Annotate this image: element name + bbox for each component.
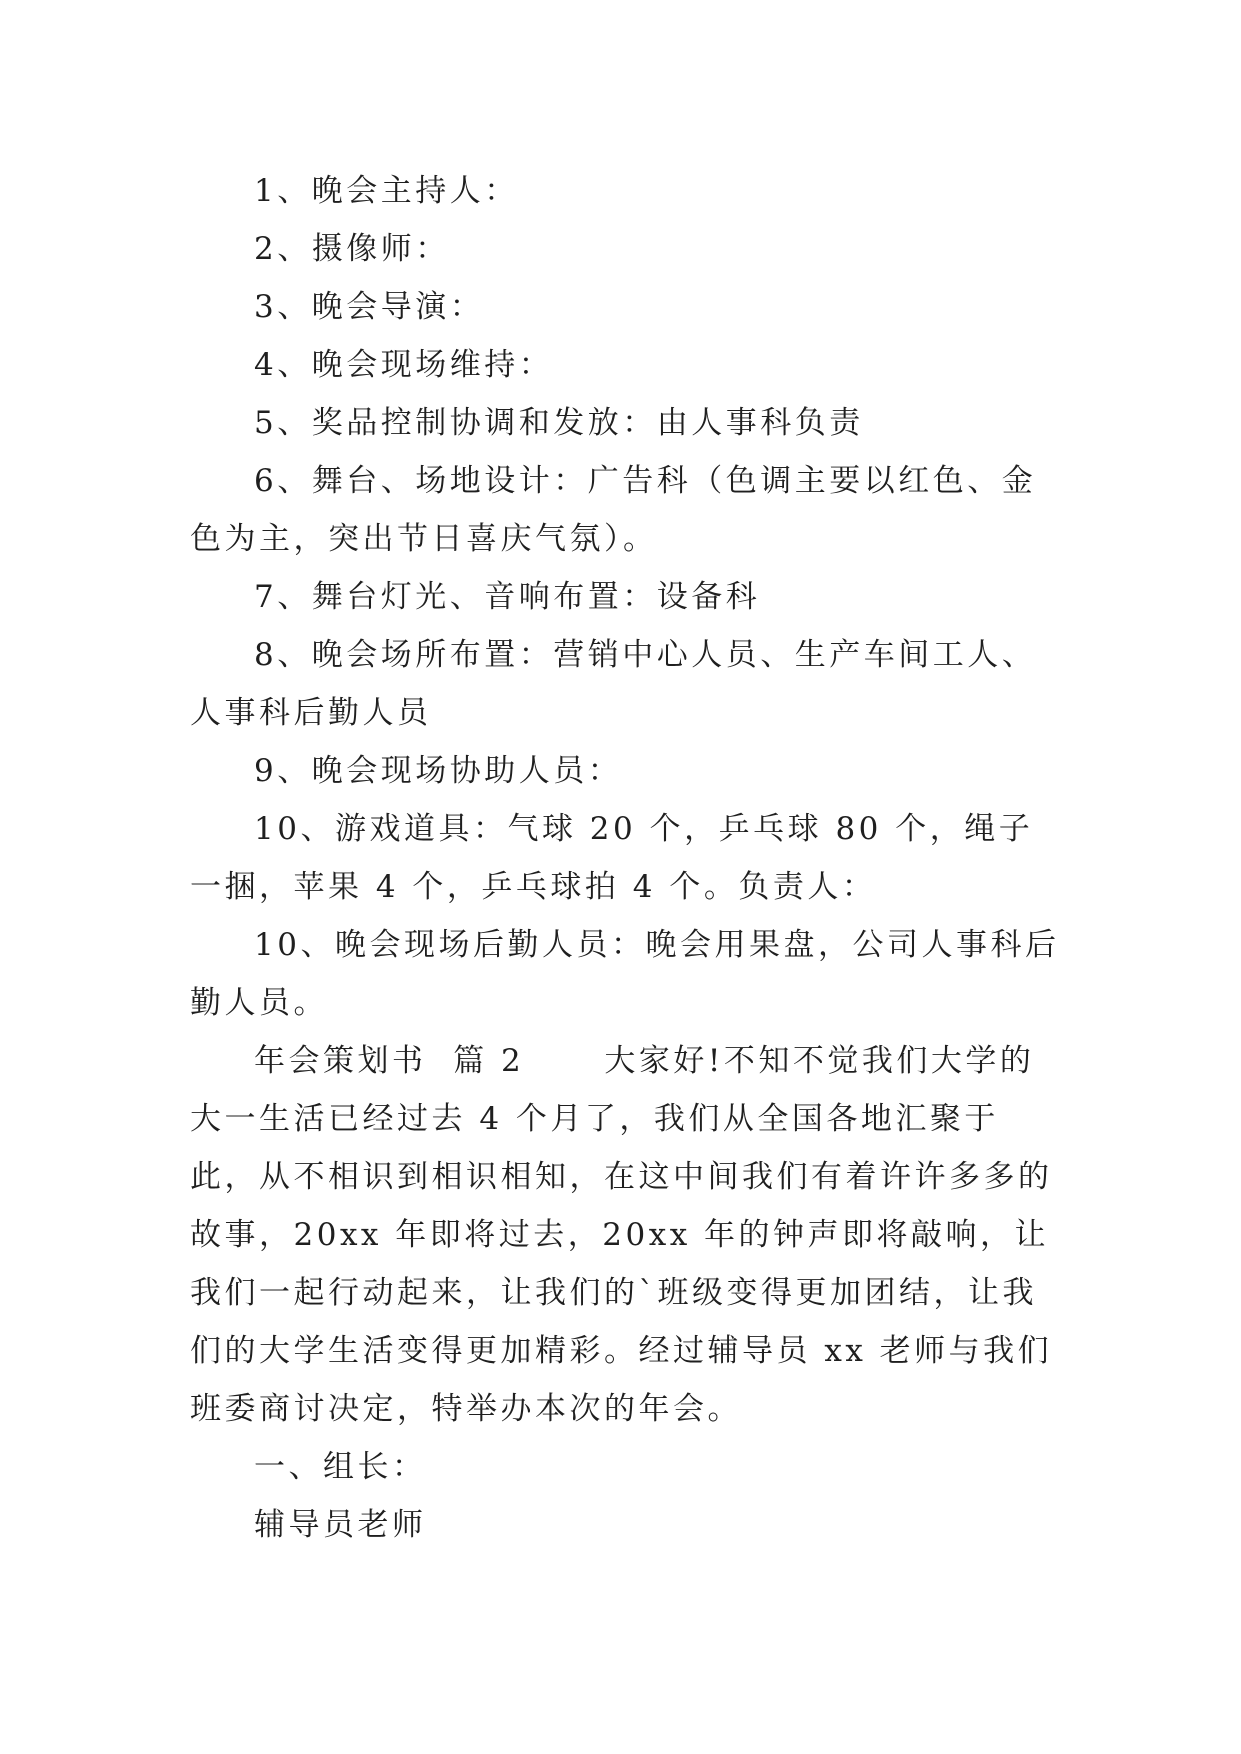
paragraph-section-leader: 一、组长： (254, 1449, 427, 1485)
paragraph-lighting-sound: 7、舞台灯光、音响布置：设备科 (254, 579, 761, 615)
paragraph-cameraman: 2、摄像师： (254, 231, 450, 267)
paragraph-logistics: 10、晚会现场后勤人员：晚会用果盘，公司人事科后勤人员。 (190, 927, 1060, 1021)
paragraph-prizes: 5、奖品控制协调和发放：由人事科负责 (254, 405, 864, 441)
paragraph-stage-design: 6、舞台、场地设计：广告科（色调主要以红色、金色为主，突出节日喜庆气氛）。 (190, 463, 1037, 557)
document-body (190, 162, 1060, 1554)
paragraph-order: 4、晚会现场维持： (254, 347, 554, 383)
paragraph-game-props: 10、游戏道具：气球 20 个，乒乓球 80 个，绳子一捆，苹果 4 个，乒乓球拍 4 个。负责人： (190, 811, 1034, 905)
paragraph-host: 1、晚会主持人： (254, 173, 519, 209)
paragraph-director: 3、晚会导演： (254, 289, 485, 325)
paragraph-venue-setup: 8、晚会场所布置：营销中心人员、生产车间工人、人事科后勤人员 (190, 637, 1037, 731)
paragraph-plan-2-intro: 年会策划书 篇 2 大家好!不知不觉我们大学的大一生活已经过去 4 个月了，我们从全国各地汇聚于此，从不相识到相识相知，在这中间我们有着许许多多的故事，20xx 年即将过去，20xx 年的钟声即将敲响，让我们一起行动起来，让我们的`班级变得更加团结，让我们的大学生活变得更加精彩。经过辅导员 xx 老师与我们班委商讨决定，特举办本次的年会。 (190, 1043, 1053, 1427)
paragraph-leader-name: 辅导员老师 (254, 1507, 427, 1543)
paragraph-assistants: 9、晚会现场协助人员： (254, 753, 623, 789)
